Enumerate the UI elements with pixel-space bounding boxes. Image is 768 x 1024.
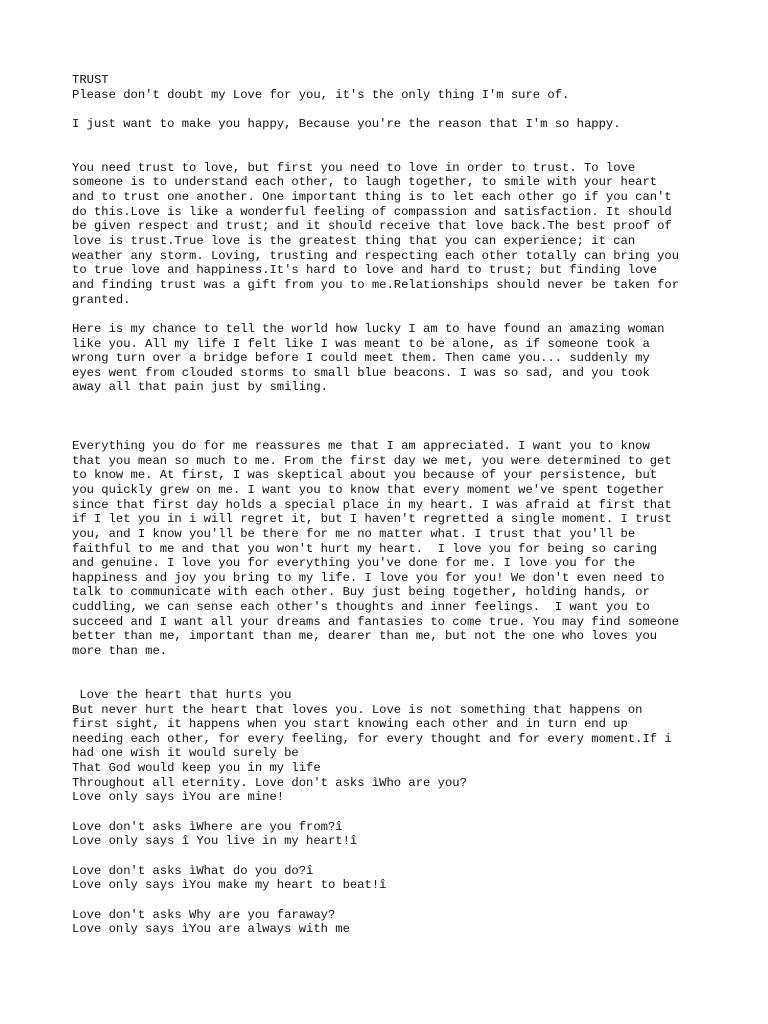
text-line: You need trust to love, but first you need to love in order to trust. To love bbox=[72, 160, 636, 175]
text-line: eyes went from clouded storms to small blue beacons. I was so sad, and you took bbox=[72, 365, 650, 380]
text-line: happiness and joy you bring to my life. I love you for you! We don't even need to bbox=[72, 570, 665, 585]
text-line: and finding trust was a gift from you to me.Relationships should never be taken for bbox=[72, 277, 680, 292]
text-line: wrong turn over a bridge before I could meet them. Then came you... suddenly my bbox=[72, 351, 650, 366]
text-line: you, and I know you'll be there for me no matter what. I trust that you'll be bbox=[72, 526, 636, 541]
text-line: that you mean so much to me. From the first day we met, you were determined to get bbox=[72, 453, 672, 468]
text-line: like you. All my life I felt like I was meant to be alone, as if someone took a bbox=[72, 336, 650, 351]
text-line bbox=[72, 102, 732, 117]
text-line: Love don't asks ìWhere are you from?î bbox=[72, 819, 343, 834]
text-line: to know me. At first, I was skeptical about you because of your persistence, but bbox=[72, 468, 658, 483]
text-line: Everything you do for me reassures me that I am appreciated. I want you to know bbox=[72, 439, 650, 454]
text-line: to true love and happiness.It's hard to love and hard to trust; but finding love bbox=[72, 263, 658, 278]
text-line: talk to communicate with each other. Buy just being together, holding hands, or bbox=[72, 585, 650, 600]
text-line: and to trust one another. One important thing is to let each other go if you can't bbox=[72, 190, 672, 205]
text-line: Love only says î You live in my heart!î bbox=[72, 834, 358, 849]
text-line: Love don't asks ìWhat do you do?î bbox=[72, 863, 314, 878]
text-line: That God would keep you in my life bbox=[72, 761, 321, 776]
text-line: Love the heart that hurts you bbox=[72, 687, 292, 702]
text-line: needing each other, for every feeling, for every thought and for every moment.If i bbox=[72, 731, 672, 746]
document-page bbox=[72, 73, 732, 937]
document-title: TRUST bbox=[72, 73, 109, 87]
text-line: I just want to make you happy, Because you're the reason that I'm so happy. bbox=[72, 116, 621, 131]
text-line bbox=[72, 673, 732, 688]
text-line: if I let you in i will regret it, but I haven't regretted a single moment. I trust bbox=[72, 512, 672, 527]
text-line bbox=[72, 410, 732, 425]
text-line bbox=[72, 849, 732, 864]
text-line: weather any storm. Loving, trusting and respecting each other totally can bring you bbox=[72, 248, 680, 263]
text-line bbox=[72, 146, 732, 161]
text-line: Love only says ìYou are mine! bbox=[72, 790, 285, 805]
text-line: granted. bbox=[72, 292, 131, 307]
text-line: better than me, important than me, dearer than me, but not the one who loves you bbox=[72, 629, 658, 644]
text-line: faithful to me and that you won't hurt my heart. I love you for being so caring bbox=[72, 541, 658, 556]
text-line: Throughout all eternity. Love don't asks ìWho are you? bbox=[72, 775, 467, 790]
text-line: Please don't doubt my Love for you, it's the only thing I'm sure of. bbox=[72, 87, 570, 102]
text-line: someone is to understand each other, to laugh together, to smile with your heart bbox=[72, 175, 658, 190]
text-line: you quickly grew on me. I want you to know that every moment we've spent together bbox=[72, 482, 665, 497]
text-line: do this.Love is like a wonderful feeling of compassion and satisfaction. It should bbox=[72, 204, 672, 219]
text-line bbox=[72, 395, 732, 410]
text-line bbox=[72, 307, 732, 322]
text-line: be given respect and trust; and it should receive that love back.The best proof of bbox=[72, 219, 672, 234]
text-line bbox=[72, 893, 732, 908]
text-line: since that first day holds a special place in my heart. I was afraid at first that bbox=[72, 497, 672, 512]
text-line: love is trust.True love is the greatest thing that you can experience; it can bbox=[72, 234, 636, 249]
text-line: succeed and I want all your dreams and fantasies to come true. You may find someone bbox=[72, 614, 680, 629]
text-line bbox=[72, 805, 732, 820]
text-line: and genuine. I love you for everything you've done for me. I love you for the bbox=[72, 556, 636, 571]
text-line bbox=[72, 659, 732, 674]
text-line: first sight, it happens when you start knowing each other and in turn end up bbox=[72, 717, 628, 732]
text-line: But never hurt the heart that loves you. Love is not something that happens on bbox=[72, 702, 643, 717]
text-line: Love only says ìYou make my heart to beat!î bbox=[72, 878, 387, 893]
text-line: Here is my chance to tell the world how lucky I am to have found an amazing woman bbox=[72, 321, 665, 336]
text-line: cuddling, we can sense each other's thoughts and inner feelings. I want you to bbox=[72, 600, 650, 615]
text-line: more than me. bbox=[72, 643, 168, 658]
text-line bbox=[72, 424, 732, 439]
text-line: Love only says ìYou are always with me bbox=[72, 922, 350, 937]
text-line: away all that pain just by smiling. bbox=[72, 380, 328, 395]
text-line: Love don't asks Why are you faraway? bbox=[72, 907, 336, 922]
text-line: had one wish it would surely be bbox=[72, 746, 299, 761]
text-line bbox=[72, 132, 732, 147]
